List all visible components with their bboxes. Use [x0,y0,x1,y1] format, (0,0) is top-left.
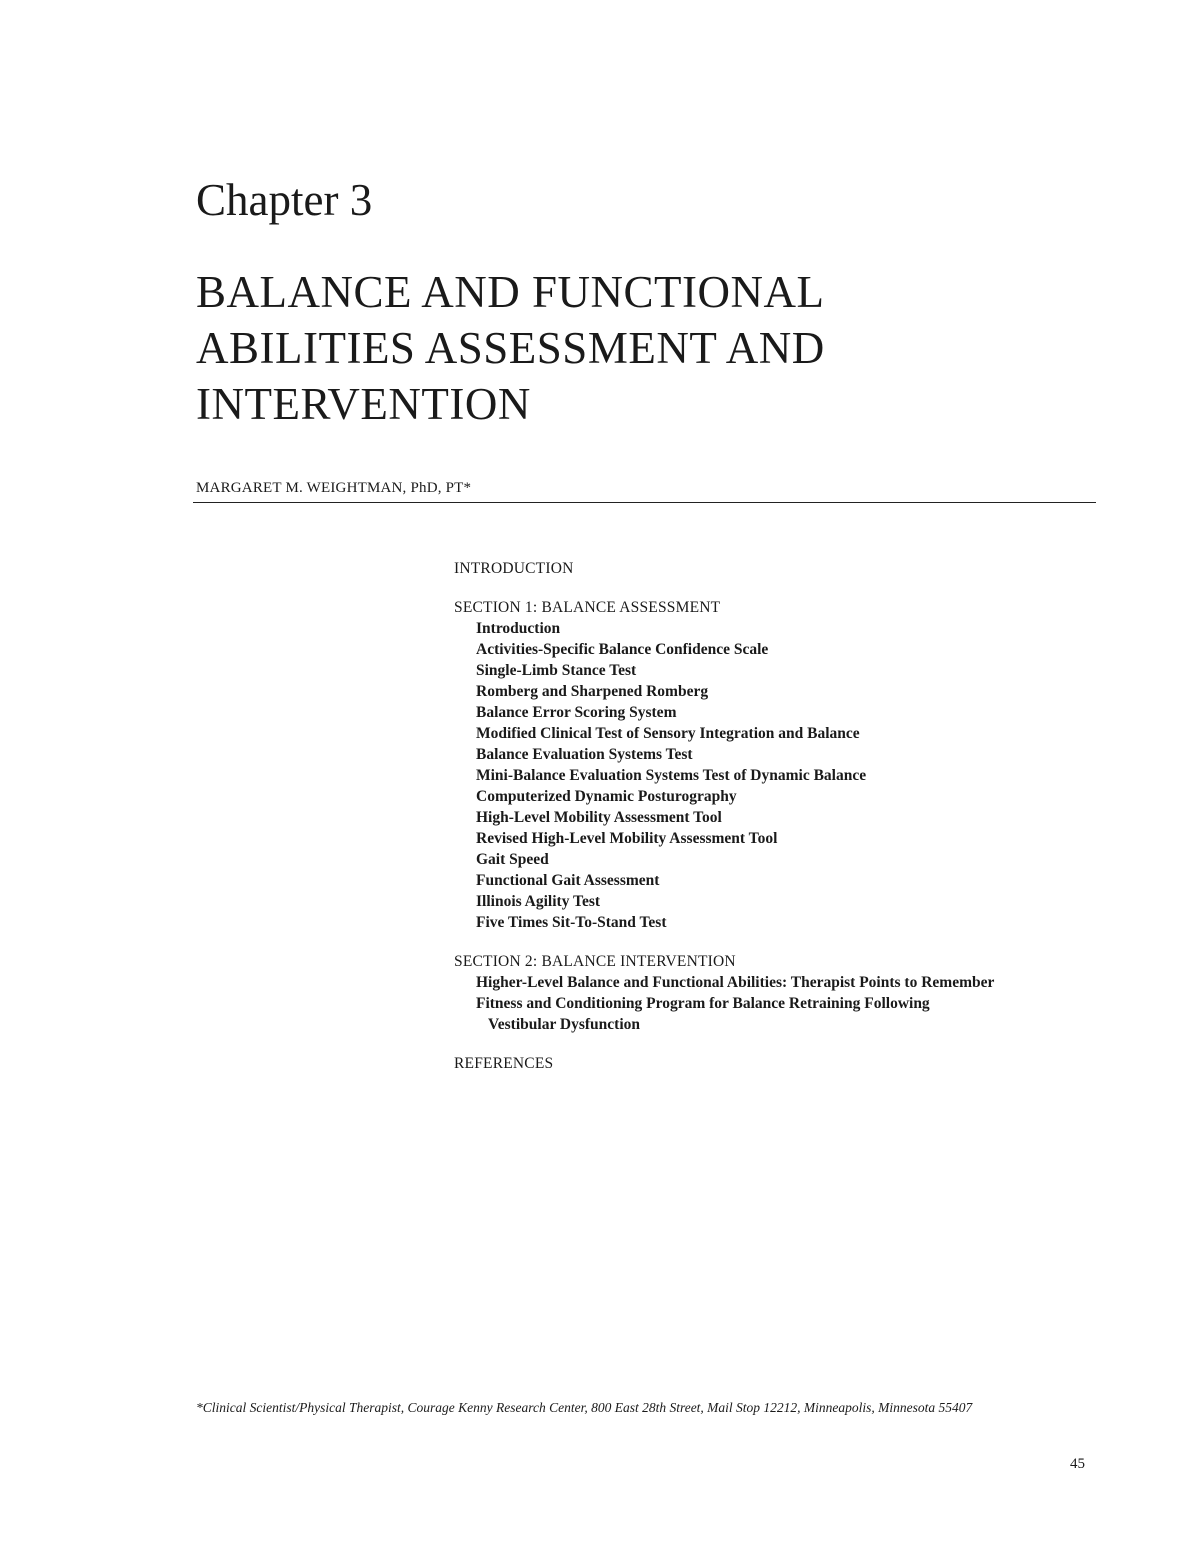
toc-item: Revised High-Level Mobility Assessment Tool [476,830,778,847]
toc-introduction: INTRODUCTION [454,560,574,577]
toc-item: Computerized Dynamic Posturography [476,788,737,805]
toc-item: Activities-Specific Balance Confidence Scale [476,641,769,658]
chapter-title-line: INTERVENTION [196,379,531,429]
toc-section-1-list [476,618,1134,933]
toc-section-1-heading: SECTION 1: BALANCE ASSESSMENT [454,599,721,616]
toc-item: Balance Evaluation Systems Test [476,746,693,763]
chapter-label: Chapter 3 [196,175,373,225]
table-of-contents [454,558,1134,1074]
toc-item: Mini-Balance Evaluation Systems Test of Dynamic Balance [476,767,867,784]
toc-item: High-Level Mobility Assessment Tool [476,809,722,826]
toc-item: Five Times Sit-To-Stand Test [476,914,667,931]
toc-item: Romberg and Sharpened Romberg [476,683,709,700]
chapter-title-line: BALANCE AND FUNCTIONAL [196,267,825,317]
toc-item-line: Fitness and Conditioning Program for Balance Retraining Following [476,995,930,1012]
toc-item: Balance Error Scoring System [476,704,677,721]
toc-item-line-continued: Vestibular Dysfunction [488,1016,641,1033]
title-divider [193,502,1096,503]
toc-item: Single-Limb Stance Test [476,662,637,679]
toc-item: Introduction [476,620,561,637]
toc-item: Functional Gait Assessment [476,872,660,889]
chapter-title [196,264,1096,432]
page-number: 45 [1070,1456,1085,1472]
toc-references: REFERENCES [454,1055,554,1072]
toc-item: Higher-Level Balance and Functional Abilities: Therapist Points to Remember [476,974,995,991]
chapter-title-line: ABILITIES ASSESSMENT AND [196,323,825,373]
author-footnote: *Clinical Scientist/Physical Therapist, Courage Kenny Research Center, 800 East 28th Street, Mail Stop 12212, Minneapolis, Minnesota 55407 [196,1400,973,1415]
toc-item [476,993,1134,1035]
toc-item: Illinois Agility Test [476,893,601,910]
toc-item: Modified Clinical Test of Sensory Integration and Balance [476,725,860,742]
toc-section-2-heading: SECTION 2: BALANCE INTERVENTION [454,953,736,970]
toc-item: Gait Speed [476,851,549,868]
toc-section-2-list [476,972,1134,1035]
author-byline: MARGARET M. WEIGHTMAN, PhD, PT* [196,480,472,496]
